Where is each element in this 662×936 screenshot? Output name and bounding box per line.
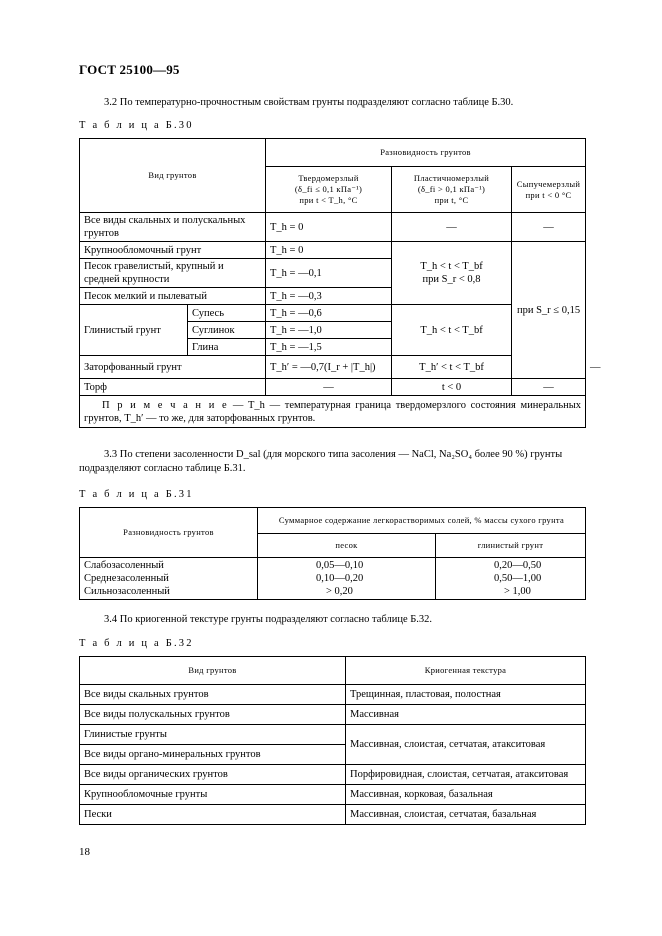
row-fine-hard: T_h = —0,3 xyxy=(266,288,392,305)
row-sugl-hard: T_h = —1,0 xyxy=(266,322,392,339)
b32-row-name: Все виды полускальных грунтов xyxy=(80,705,346,725)
b31-sand-values: 0,05—0,10 0,10—0,20 > 0,20 xyxy=(258,558,436,600)
b32-row-texture: Массивная, слоистая, сетчатая, базальная xyxy=(346,805,586,825)
table-b31-caption: Т а б л и ц а Б.31 xyxy=(79,489,194,500)
b31-header-salts: Суммарное содержание легкорастворимых солей, % массы сухого грунта xyxy=(258,508,586,534)
b32-row-name: Все виды органо-минеральных грунтов xyxy=(80,745,346,765)
row-rocky-hard: T_h = 0 xyxy=(266,213,392,242)
table-b30: Вид грунтов Разновидность грунтов Твердомерзлый (δ_fi ≤ 0,1 кПа⁻¹) при t < T_h, °C Пластичномерзлый (δ_fi > 0,1 кПа⁻¹) при t, °C Сыпучемерзлый при t < 0 °C Все виды скальных и полускальных грунтов T_h = 0 — — Крупнообломочный грунт T_h = 0 T_h < t < T_bf при S_r < 0,8 при S_r ≤ 0,15 Песок гравелистый, крупный и средней крупности T_h = —0,1 Песок мелкий и пылеватый T_h = —0,3 Глинистый грунт Супесь T_h = —0,6 T_h < t < T_bf Суглинок T_h = —1,0 Глина T_h = —1,5 Заторфованный грунт T_h′ = —0,7(I_r + |T_h|) T_h′ < t < T_bf — Торф — t < 0 — П р и м е ч а н и е — T_h — температурная граница твердомерзлого состояния минеральных грунтов, T_h′ — то же, для заторфованных грунтов. xyxy=(79,138,586,428)
row-peat-name: Торф xyxy=(80,379,266,396)
document-title: ГОСТ 25100—95 xyxy=(79,62,180,77)
row-peaty-hard: T_h′ = —0,7(I_r + |T_h|) xyxy=(266,356,392,379)
plastic-clay-cell: T_h < t < T_bf xyxy=(392,305,512,356)
row-rocky-loose: — xyxy=(512,213,586,242)
row-rocky-name: Все виды скальных и полускальных грунтов xyxy=(80,213,266,242)
b32-row-texture: Массивная, слоистая, сетчатая, атакситовая xyxy=(346,725,586,765)
row-peat-loose: — xyxy=(512,379,586,396)
row-peat-hard: — xyxy=(266,379,392,396)
section-3-2-text: 3.2 По температурно-прочностным свойствам грунты подразделяют согласно таблице Б.30. xyxy=(104,97,514,108)
row-coarse-name: Крупнообломочный грунт xyxy=(80,242,266,259)
row-rocky-plastic: — xyxy=(392,213,512,242)
header-variety: Разновидность грунтов xyxy=(266,139,586,167)
b32-row-name: Все виды скальных грунтов xyxy=(80,685,346,705)
b32-row-texture: Массивная, корковая, базальная xyxy=(346,785,586,805)
clay-group-name: Глинистый грунт xyxy=(80,305,188,356)
b31-header-sand: песок xyxy=(258,534,436,558)
table-b31 xyxy=(79,507,586,600)
table-b30-note: П р и м е ч а н и е — T_h — температурная граница твердомерзлого состояния минеральных грунтов, T_h′ — то же, для заторфованных грунтов. xyxy=(80,396,586,428)
b31-clay-values: 0,20—0,50 0,50—1,00 > 1,00 xyxy=(436,558,586,600)
table-b30-caption: Т а б л и ц а Б.30 xyxy=(79,120,194,131)
b32-row-texture: Массивная xyxy=(346,705,586,725)
table-b32 xyxy=(79,656,586,825)
b32-row-name: Пески xyxy=(80,805,346,825)
row-coarse-hard: T_h = 0 xyxy=(266,242,392,259)
b31-header-clay: глинистый грунт xyxy=(436,534,586,558)
row-sugl-name: Суглинок xyxy=(188,322,266,339)
table-b32-caption: Т а б л и ц а Б.32 xyxy=(79,638,194,649)
header-soil-type: Вид грунтов xyxy=(80,139,266,213)
page-number: 18 xyxy=(79,846,90,858)
b32-row-texture: Порфировидная, слоистая, сетчатая, атакситовая xyxy=(346,765,586,785)
plastic-sand-cell: T_h < t < T_bf при S_r < 0,8 xyxy=(392,242,512,305)
b32-row-name: Все виды органических грунтов xyxy=(80,765,346,785)
b32-row-name: Глинистые грунты xyxy=(80,725,346,745)
section-3-3-text: 3.3 По степени засоленности D_sal (для морского типа засоления — NaCl, Na₂SO₄ более 90 %) грунты подразделяют согласно таблице Б.31. xyxy=(79,449,563,474)
row-glina-name: Глина xyxy=(188,339,266,356)
header-plastic-frozen: Пластичномерзлый (δ_fi > 0,1 кПа⁻¹) при t, °C xyxy=(392,167,512,213)
section-3-4-text: 3.4 По криогенной текстуре грунты подразделяют согласно таблице Б.32. xyxy=(104,614,433,625)
b32-row-name: Крупнообломочные грунты xyxy=(80,785,346,805)
row-peaty-plastic: T_h′ < t < T_bf xyxy=(392,356,512,379)
b31-header-type: Разновидность грунтов xyxy=(80,508,258,558)
row-supes-name: Супесь xyxy=(188,305,266,322)
b32-row-texture: Трещинная, пластовая, полостная xyxy=(346,685,586,705)
row-peaty-name: Заторфованный грунт xyxy=(80,356,266,379)
row-glina-hard: T_h = —1,5 xyxy=(266,339,392,356)
row-peat-plastic: t < 0 xyxy=(392,379,512,396)
b31-names: Слабозасоленный Среднезасоленный Сильнозасоленный xyxy=(80,558,258,600)
header-loose-frozen: Сыпучемерзлый при t < 0 °C xyxy=(512,167,586,213)
row-supes-hard: T_h = —0,6 xyxy=(266,305,392,322)
row-fine-name: Песок мелкий и пылеватый xyxy=(80,288,266,305)
loose-frozen-cell: при S_r ≤ 0,15 xyxy=(512,242,586,379)
header-hard-frozen: Твердомерзлый (δ_fi ≤ 0,1 кПа⁻¹) при t < T_h, °C xyxy=(266,167,392,213)
row-gravel-hard: T_h = —0,1 xyxy=(266,259,392,288)
b32-header-texture: Криогенная текстура xyxy=(346,657,586,685)
row-gravel-name: Песок гравелистый, крупный и средней крупности xyxy=(80,259,266,288)
b32-header-type: Вид грунтов xyxy=(80,657,346,685)
